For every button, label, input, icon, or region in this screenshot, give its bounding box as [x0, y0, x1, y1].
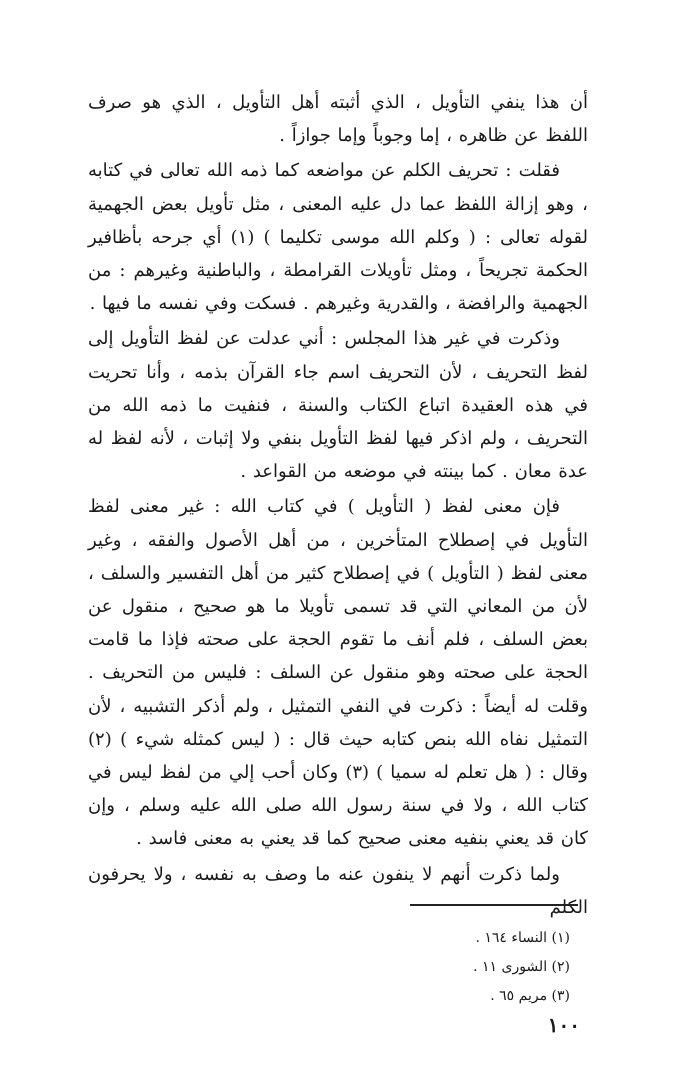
paragraph-1: أن هذا ينفي التأويل ، الذي أثبته أهل التأويل ، الذي هو صرف اللفظ عن ظاهره ، إما وجوباً وإما جوازاً . — [88, 92, 588, 147]
footnote-2: (٢) الشورى ١١ . — [473, 959, 570, 975]
paragraph-2: فقلت : تحريف الكلم عن مواضعه كما ذمه الله تعالى في كتابه ، وهو إزالة اللفظ عما دل عليه المعنى ، مثل تأويل بعض الجهمية لقوله تعالى : ( وكلم الله موسى تكليما ) (١) أي جرحه بأظافير الحكمة تجريحاً ، ومثل تأويلات القرامطة ، والباطنية وغيرهم : من الجهمية والرافضة ، والقدرية وغيرهم . فسكت وفي نفسه ما فيها . — [88, 160, 588, 315]
footnote-1: (١) النساء ١٦٤ . — [475, 930, 570, 946]
page-body — [88, 68, 588, 924]
paragraph-4: فإن معنى لفظ ( التأويل ) في كتاب الله : غير معنى لفظ التأويل في إصطلاح المتأخرين ، من أهل الأصول والفقه ، وغير معنى لفظ ( التأويل ) في إصطلاح كثير من أهل التفسير والسلف ، لأن من المعاني التي قد تسمى تأويلا ما هو صحيح ، منقول عن بعض السلف ، فلم أنف ما تقوم الحجة على صحته فإذا ما قامت الحجة على صحته وهو منقول عن السلف : فليس من التحريف . وقلت له أيضاً : ذكرت في النفي التمثيل ، ولم أذكر التشبيه ، لأن التمثيل نفاه الله بنص كتابه حيث قال : ( ليس كمثله شيء ) (٢) وقال : ( هل تعلم له سميا ) (٣) وكان أحب إلي من لفظ ليس في كتاب الله ، ولا في سنة رسول الله صلى الله عليه وسلم ، وإن كان قد يعني بنفيه معنى صحيح كما قد يعني به معنى فاسد . — [88, 496, 588, 850]
footnotes — [250, 924, 580, 1011]
paragraph-5: ولما ذكرت أنهم لا ينفون عنه ما وصف به نفسه ، ولا يحرفون الكلم — [88, 863, 588, 918]
footnote-3: (٣) مريم ٦٥ . — [490, 988, 570, 1004]
page-number: ١٠٠ — [547, 1013, 580, 1037]
paragraph-3: وذكرت في غير هذا المجلس : أني عدلت عن لفظ التأويل إلى لفظ التحريف ، لأن التحريف اسم جاء القرآن بذمه ، وأنا تحريت في هذه العقيدة اتباع الكتاب والسنة ، فنفيت ما ذمه الله من التحريف ، ولم اذكر فيها لفظ التأويل بنفي ولا إثبات ، لأنه لفظ له عدة معان . كما بينته في موضعه من القواعد . — [88, 328, 588, 483]
footnote-divider — [410, 904, 578, 906]
